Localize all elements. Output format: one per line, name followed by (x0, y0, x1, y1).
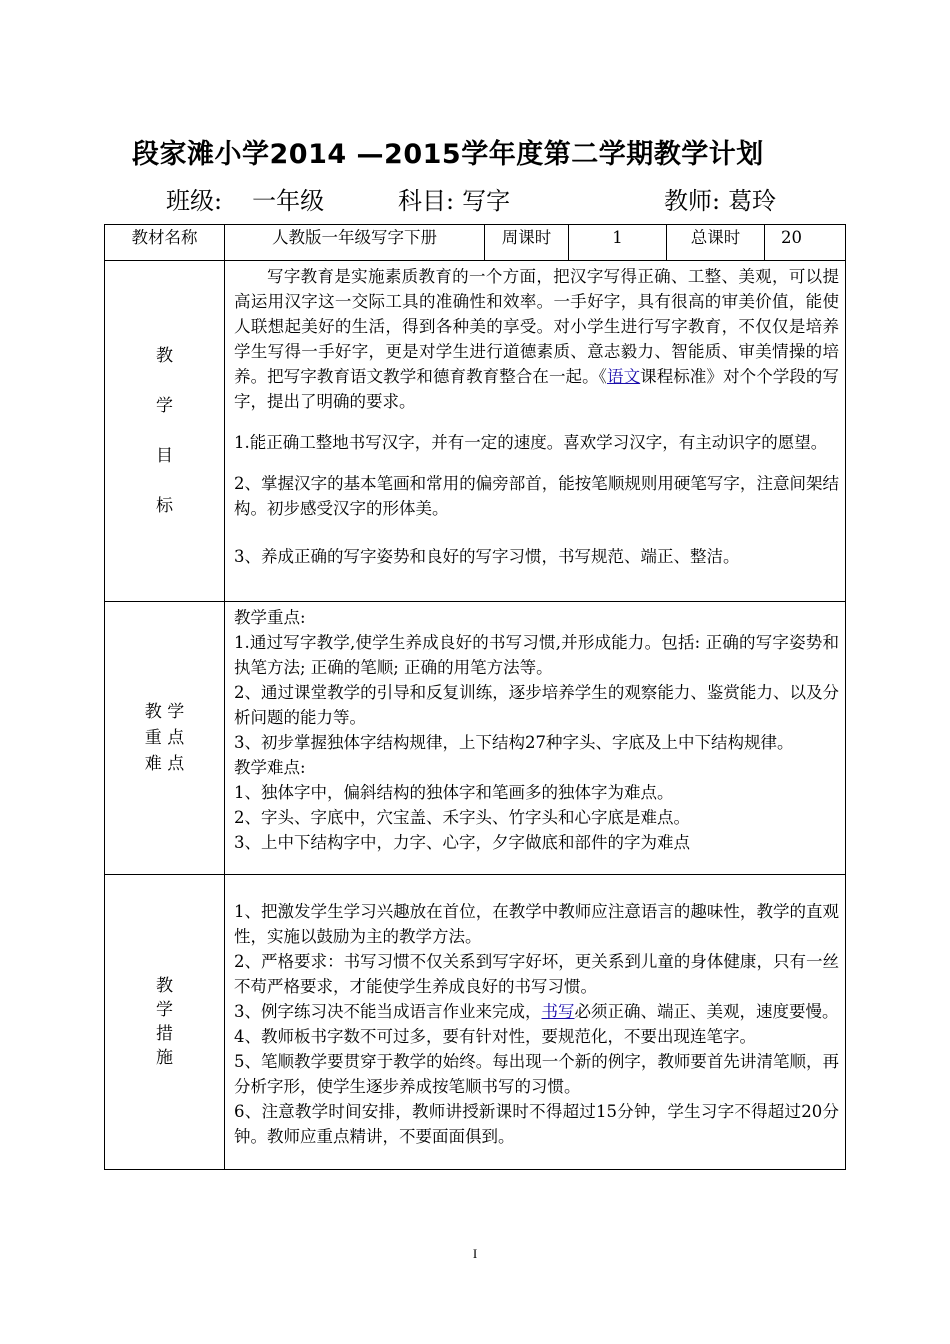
page-number: I (472, 1246, 478, 1261)
subject-label: 科目: (398, 187, 455, 215)
measures-content (225, 875, 846, 1170)
measures-label: 教 学 措 施 (105, 875, 225, 1170)
difficulty-item: 3、上中下结构字中，力字、心字，夕字做底和部件的字为难点 (234, 833, 690, 852)
measure-item: 4、教师板书字数不可过多，要有针对性，要规范化，不要出现连笔字。 (234, 1027, 756, 1046)
shuxie-link[interactable]: 书写 (541, 1002, 575, 1021)
weekly-hours-label: 周课时 (485, 225, 569, 261)
focus-row (105, 602, 846, 875)
goals-intro: 写字教育是实施素质教育的一个方面，把汉字写得正确、工整、美观，可以提高运用汉字这一交际工具的准确性和效率。一手好字，具有很高的审美价值，能使人联想起美好的生活，得到各种美的享受。对小学生进行写字教育，不仅仅是培养学生写得一手好字，更是对学生进行道德素质、意志毅力、智能质、审美情操的培养。把写字教育语文教学和德育教育整合在一起。《语文课程标准》对个个学段的写字，提出了明确的要求。 (234, 267, 840, 411)
measure-item: 5、笔顺教学要贯穿于教学的始终。每出现一个新的例字，教师要首先讲清笔顺，再分析字形，使学生逐步养成按笔顺书写的习惯。 (234, 1052, 839, 1096)
class-info (166, 181, 324, 216)
measure-item: 1、把激发学生学习兴趣放在首位，在教学中教师应注意语言的趣味性，教学的直观性，实施以鼓励为主的教学方法。 (234, 902, 839, 946)
goal-item: 2、掌握汉字的基本笔画和常用的偏旁部首，能按笔顺规则用硬笔写字，注意间架结构。初步感受汉字的形体美。 (234, 474, 839, 518)
teacher-value: 葛玲 (728, 187, 777, 215)
difficulty-item: 2、字头、字底中，穴宝盖、禾字头、竹字头和心字底是难点。 (234, 808, 690, 827)
difficulty-item: 1、独体字中，偏斜结构的独体字和笔画多的独体字为难点。 (234, 783, 674, 802)
total-hours-label: 总课时 (667, 225, 765, 261)
goal-item: 1.能正确工整地书写汉字，并有一定的速度。喜欢学习汉字，有主动识字的愿望。 (234, 433, 828, 452)
goals-row (105, 261, 846, 602)
measure-item: 2、严格要求：书写习惯不仅关系到写字好坏，更关系到儿童的身体健康，只有一丝不苟严格要求，才能使学生养成良好的书写习惯。 (234, 952, 839, 996)
plan-table (104, 224, 846, 1170)
weekly-hours-value: 1 (569, 225, 667, 261)
class-value: 一年级 (252, 187, 325, 215)
teacher-info (664, 181, 776, 216)
textbook-label: 教材名称 (105, 225, 225, 261)
header-row (105, 225, 846, 261)
key-points-heading: 教学重点: (234, 608, 306, 627)
key-point-item: 2、通过课堂教学的引导和反复训练，逐步培养学生的观察能力、鉴赏能力、以及分析问题的能力等。 (234, 683, 839, 727)
textbook-value: 人教版一年级写字下册 (225, 225, 485, 261)
yuwen-link[interactable]: 语文 (607, 367, 641, 386)
difficulty-heading: 教学难点: (234, 758, 306, 777)
document-title: 段家滩小学2014 —2015学年度第二学期教学计划 (132, 139, 764, 170)
subject-value: 写字 (462, 187, 511, 215)
goals-content (225, 261, 846, 602)
total-hours-value: 20 (765, 225, 846, 261)
teacher-label: 教师: (664, 187, 721, 215)
measure-item: 6、注意教学时间安排，教师讲授新课时不得超过15分钟，学生习字不得超过20分钟。教师应重点精讲，不要面面俱到。 (234, 1102, 839, 1146)
goal-item: 3、养成正确的写字姿势和良好的写字习惯，书写规范、端正、整洁。 (234, 547, 740, 566)
focus-label: 教 学 重 点 难 点 (105, 602, 225, 875)
key-point-item: 3、初步掌握独体字结构规律，上下结构27种字头、字底及上中下结构规律。 (234, 733, 794, 752)
focus-content (225, 602, 846, 875)
class-label: 班级: (166, 187, 223, 215)
measures-row (105, 875, 846, 1170)
measure-item: 3、例字练习决不能当成语言作业来完成，书写必须正确、端正、美观，速度要慢。 (234, 1002, 839, 1021)
key-point-item: 1.通过写字教学,使学生养成良好的书写习惯,并形成能力。包括: 正确的写字姿势和执笔方法; 正确的笔顺; 正确的用笔方法等。 (234, 633, 839, 677)
goals-label: 教 学 目 标 (105, 261, 225, 602)
subject-info (398, 181, 510, 216)
